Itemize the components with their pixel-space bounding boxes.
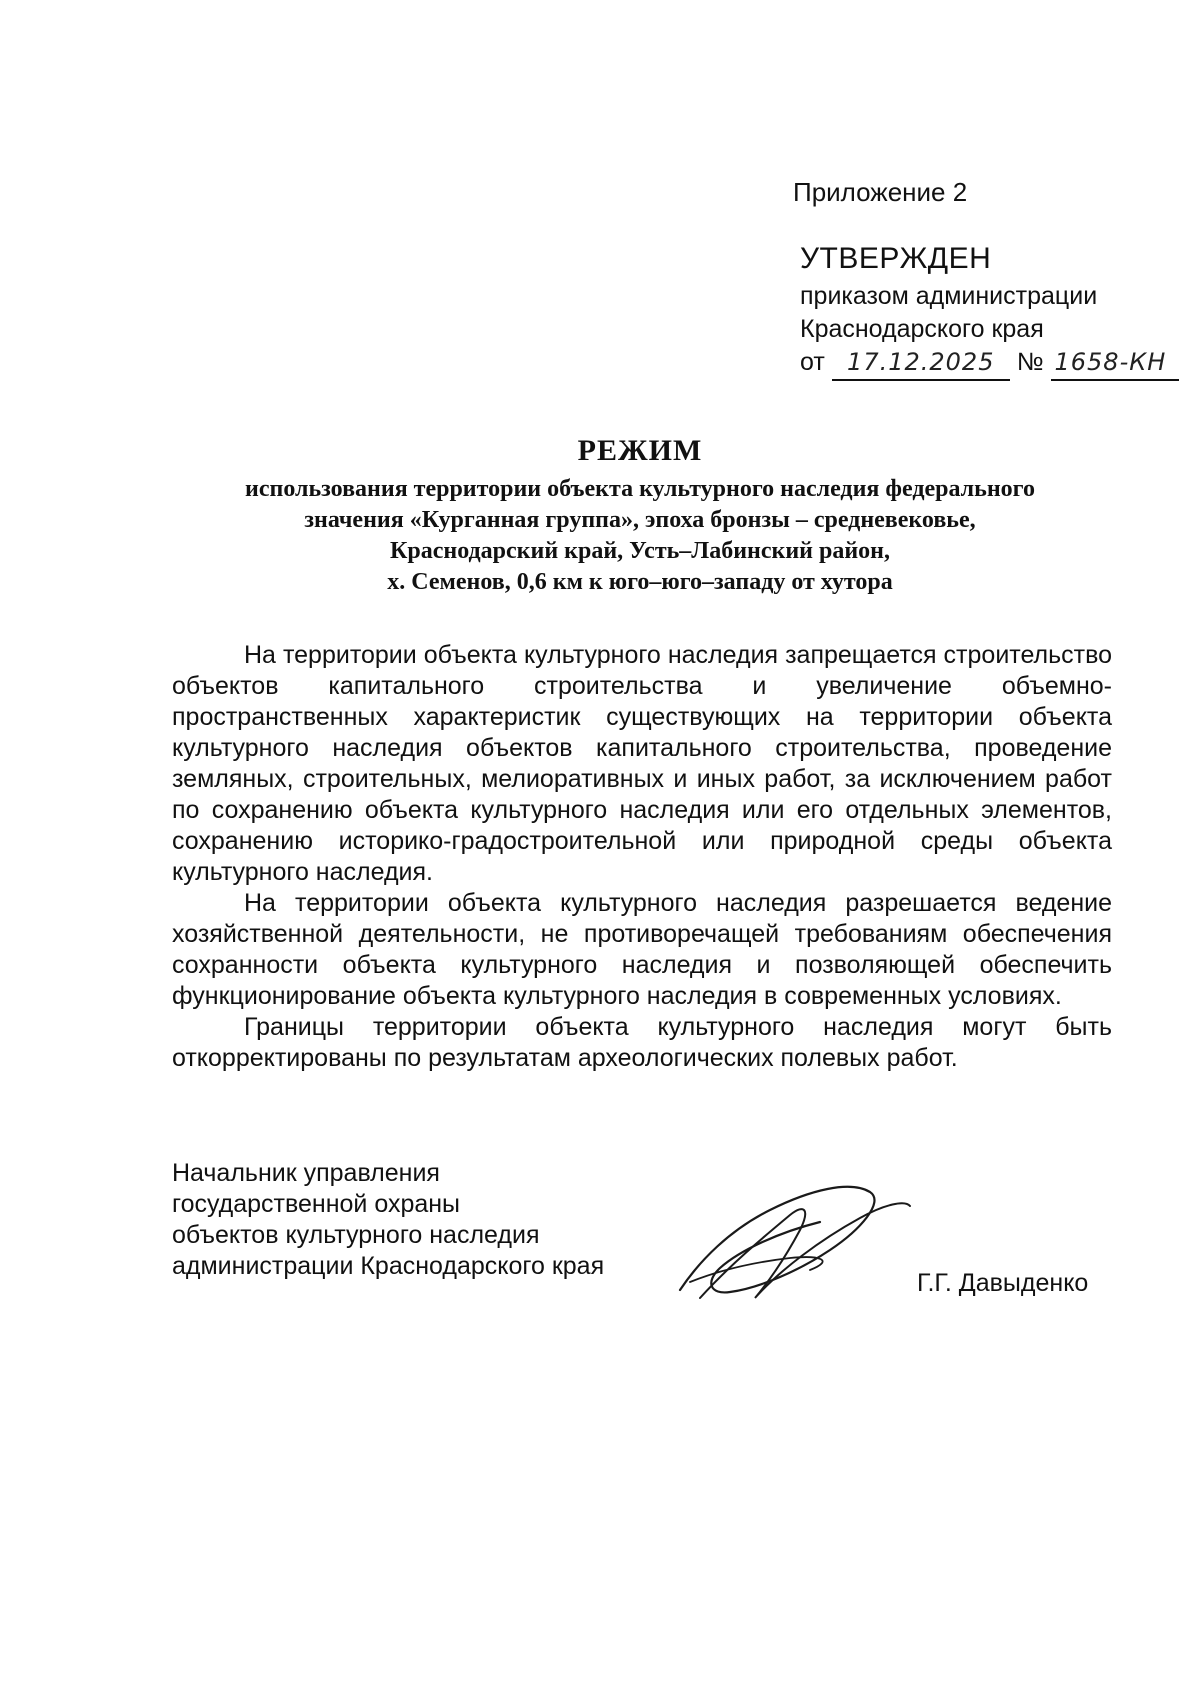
body-paragraph: Границы территории объекта культурного наследия могут быть откорректированы по результатам археологических полевых работ.: [172, 1013, 1112, 1072]
title-line: значения «Курганная группа», эпоха бронзы – средневековье,: [304, 507, 976, 533]
document-body: [172, 640, 1112, 1074]
approval-line-1: приказом администрации: [800, 282, 1098, 310]
body-paragraph: На территории объекта культурного наследия разрешается ведение хозяйственной деятельности, не противоречащей требованиям обеспечения сохранности объекта культурного наследия и позволяющей обеспечить функционирование объекта культурного наследия в современных условиях.: [172, 889, 1112, 1010]
approval-date-line: [800, 346, 1180, 381]
position-line: администрации Краснодарского края: [172, 1252, 605, 1280]
title-line: Краснодарский край, Усть–Лабинский район,: [389, 538, 890, 564]
signatory-name: Г.Г. Давыденко: [917, 1269, 1089, 1297]
signatory-position: [172, 1158, 604, 1282]
body-paragraph: На территории объекта культурного наследия запрещается строительство объектов капитального строительства и увеличение объемно-пространственных характеристик существующих на территории объекта культурного наследия объектов капитального строительства, проведение земляных, строительных, мелиоративных и иных работ, за исключением работ по сохранению объекта культурного наследия или его отдельных элементов, сохранению историко-градостроительной или природной среды объекта культурного наследия.: [172, 641, 1112, 886]
handwritten-date: 17.12.2025: [832, 346, 1010, 381]
title-line: использования территории объекта культурного наследия федерального: [245, 476, 1035, 502]
approval-heading: УТВЕРЖДЕН: [800, 242, 992, 275]
title-main: РЕЖИМ: [577, 434, 703, 467]
handwritten-signature: [660, 1170, 920, 1310]
document-title: [150, 432, 1130, 598]
position-line: государственной охраны: [172, 1190, 461, 1218]
approval-block: [800, 240, 1180, 381]
position-line: объектов культурного наследия: [172, 1221, 540, 1249]
appendix-label: Приложение 2: [793, 177, 968, 207]
title-line: х. Семенов, 0,6 км к юго–юго–западу от хутора: [387, 569, 893, 595]
date-prefix: от: [800, 348, 825, 376]
position-line: Начальник управления: [172, 1159, 440, 1187]
number-prefix: №: [1016, 348, 1044, 376]
approval-line-2: Краснодарского края: [800, 315, 1044, 343]
handwritten-number: 1658-КН: [1051, 346, 1179, 381]
